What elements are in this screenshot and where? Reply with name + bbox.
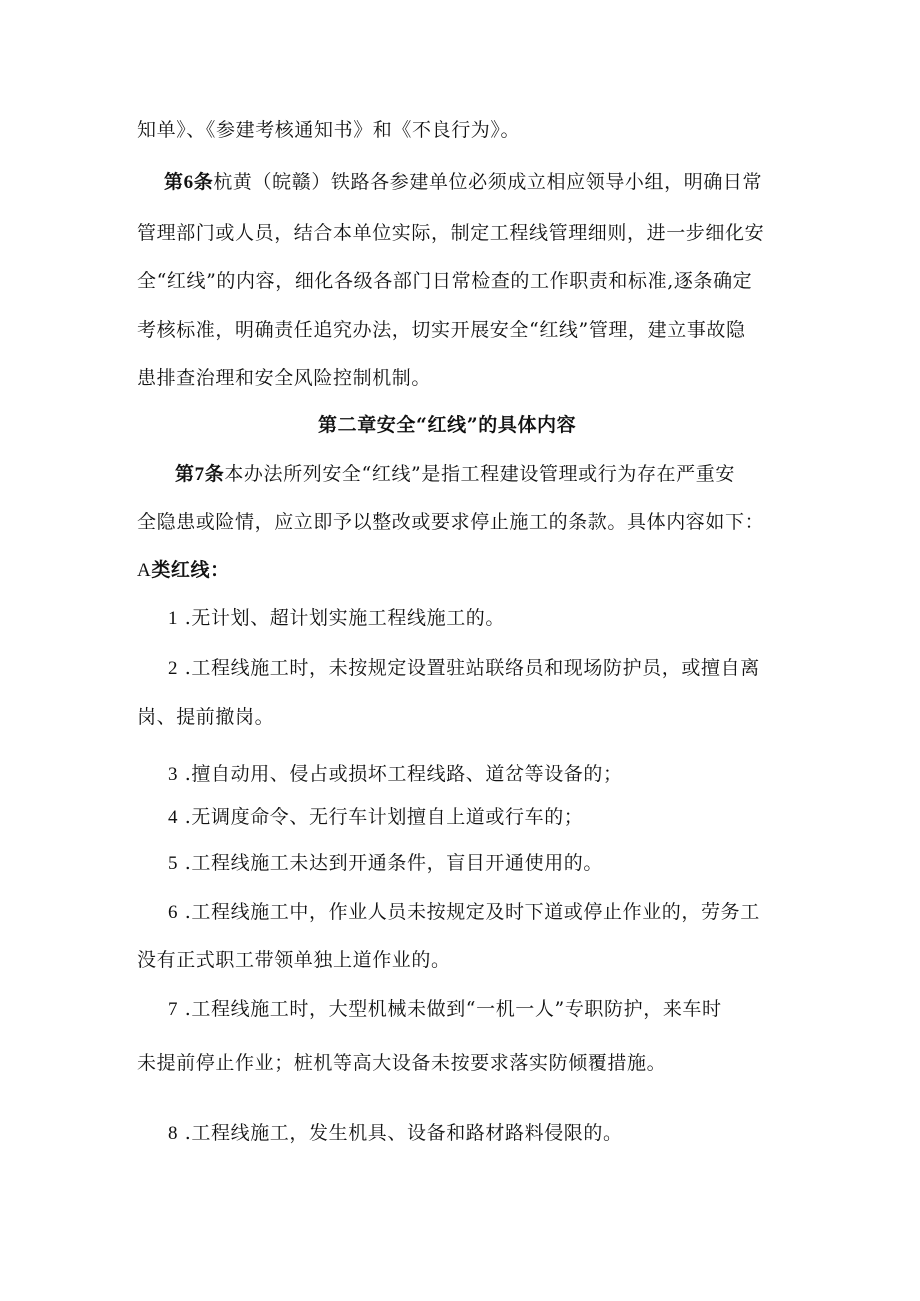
list-item-continuation: 没有正式职工带领单独上道作业的。 — [137, 949, 451, 971]
article-6-text: 杭黄（皖赣）铁路各参建单位必须成立相应领导小组，明确日常 — [213, 171, 763, 193]
article-7-text: 本办法所列安全“红线”是指工程建设管理或行为存在严重安 — [224, 463, 735, 485]
item-number: 8 — [168, 1123, 179, 1144]
article-6-line-4: 考核标准，明确责任追究办法，切实开展安全“红线”管理，建立事故隐 — [137, 319, 746, 341]
item-separator: . — [178, 763, 192, 785]
article-6-line-3: 全“红线”的内容，细化各级各部门日常检查的工作职责和标准,逐条确定 — [137, 270, 753, 292]
article-6-line-1 — [164, 170, 762, 195]
article-6-label-tail: 条 — [193, 171, 214, 193]
article-7-number: 7 — [194, 464, 205, 485]
item-number: 7 — [168, 999, 179, 1020]
list-item-continuation: 未提前停止作业；桩机等高大设备未按要求落实防倾覆措施。 — [137, 1052, 667, 1074]
list-item — [168, 1121, 623, 1146]
article-7-label-tail: 条 — [204, 463, 225, 485]
item-number: 4 — [168, 807, 179, 828]
item-text: 工程线施工，发生机具、设备和路材路料侵限的。 — [191, 1122, 623, 1144]
article-7-line-2: 全隐患或险情，应立即予以整改或要求停止施工的条款。具体内容如下： — [137, 511, 765, 533]
list-item — [168, 805, 583, 830]
item-separator: . — [178, 901, 192, 923]
list-item — [168, 997, 722, 1022]
category-a-letter: A — [137, 560, 152, 581]
item-text: 工程线施工中，作业人员未按规定及时下道或停止作业的，劳务工 — [191, 901, 760, 923]
item-number: 3 — [168, 764, 179, 785]
item-text: 擅自动用、侵占或损坏工程线路、道岔等设备的； — [191, 763, 623, 785]
item-text: 无计划、超计划实施工程线施工的。 — [191, 607, 505, 629]
item-number: 5 — [168, 853, 179, 874]
item-text: 工程线施工时，未按规定设置驻站联络员和现场防护员，或擅自离 — [191, 657, 760, 679]
paragraph-continuation: 知单》、《参建考核通知书》和《不良行为》。 — [137, 119, 521, 141]
item-separator: . — [178, 607, 192, 629]
item-number: 6 — [168, 902, 179, 923]
category-a-label: 类红线： — [151, 559, 230, 581]
item-text: 工程线施工未达到开通条件，盲目开通使用的。 — [191, 852, 603, 874]
list-item-continuation: 岗、提前撤岗。 — [137, 706, 275, 728]
item-separator: . — [178, 852, 192, 874]
item-separator: . — [178, 1122, 192, 1144]
item-separator: . — [178, 998, 192, 1020]
list-item — [168, 656, 760, 681]
item-text: 无调度命令、无行车计划擅自上道或行车的； — [191, 806, 584, 828]
article-7-label: 第 — [175, 463, 195, 485]
category-a-heading — [137, 558, 230, 583]
article-6-line-5: 患排查治理和安全风险控制机制。 — [137, 367, 432, 389]
item-separator: . — [178, 657, 192, 679]
item-number: 2 — [168, 658, 179, 679]
item-number: 1 — [168, 608, 179, 629]
article-6-number: 6 — [183, 172, 194, 193]
article-6-line-2: 管理部门或人员，结合本单位实际，制定工程线管理细则，进一步细化安 — [137, 222, 765, 244]
item-separator: . — [178, 806, 192, 828]
item-text: 工程线施工时，大型机械未做到“一机一人”专职防护，来车时 — [191, 998, 722, 1020]
article-7-line-1 — [175, 462, 735, 487]
list-item — [168, 900, 760, 925]
list-item — [168, 606, 505, 631]
list-item — [168, 851, 603, 876]
article-6-label: 第 — [164, 171, 184, 193]
list-item — [168, 762, 623, 787]
chapter-heading: 第二章安全“红线”的具体内容 — [318, 414, 577, 436]
